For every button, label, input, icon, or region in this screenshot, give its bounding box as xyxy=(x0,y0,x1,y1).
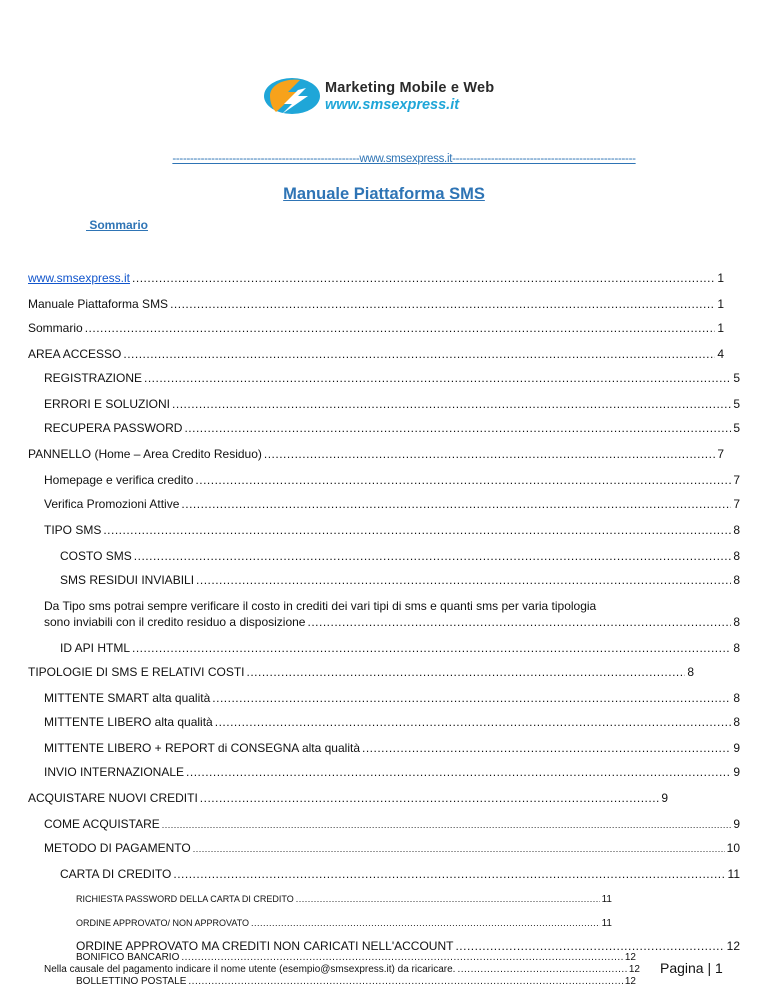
toc-entry-text: BOLLETTINO POSTALE xyxy=(76,976,187,987)
toc-entry-page: 1 xyxy=(717,271,724,285)
toc-entry-text: PANNELLO (Home – Area Credito Residuo) xyxy=(28,447,262,461)
toc-entry-text: AREA ACCESSO xyxy=(28,347,122,361)
toc-entry-page: 5 xyxy=(733,397,740,411)
toc-entry-text: ID API HTML xyxy=(60,641,131,655)
toc-entry-page: 8 xyxy=(733,615,740,629)
toc-entry-richiesta-password[interactable] xyxy=(76,891,612,907)
document-title: Manuale Piattaforma SMS xyxy=(283,185,485,203)
toc-entry-metodo-pagamento[interactable] xyxy=(44,840,740,856)
toc-entry-text: COSTO SMS xyxy=(60,549,132,563)
toc-entry-internazionale[interactable] xyxy=(44,764,740,780)
toc-entry-come-acquistare[interactable] xyxy=(44,816,740,832)
toc-entry-page: 8 xyxy=(687,665,694,679)
toc-entry-page: 11 xyxy=(727,867,740,881)
logo-lightning-icon xyxy=(262,76,322,116)
page-number-footer: Pagina | 1 xyxy=(660,960,723,976)
toc-entry-text: MITTENTE LIBERO alta qualità xyxy=(44,715,213,729)
toc-entry-pannello[interactable] xyxy=(28,446,724,462)
toc-entry-page: 1 xyxy=(717,297,724,311)
toc-entry-tipo-sms-note[interactable] xyxy=(44,598,740,630)
toc-entry-tipo-sms[interactable] xyxy=(44,522,740,538)
toc-entry-website[interactable] xyxy=(28,270,724,286)
toc-entry-page: 5 xyxy=(733,421,740,435)
toc-entry-mittente-libero-report[interactable] xyxy=(44,740,740,756)
toc-entry-page: 7 xyxy=(733,473,740,487)
toc-entry-page: 5 xyxy=(733,371,740,385)
toc-entry-errori[interactable] xyxy=(44,396,740,412)
toc-entry-text: ACQUISTARE NUOVI CREDITI xyxy=(28,791,198,805)
toc-entry-page: 8 xyxy=(733,715,740,729)
toc-entry-page: 9 xyxy=(733,741,740,755)
toc-entry-text: TIPOLOGIE DI SMS E RELATIVI COSTI xyxy=(28,665,245,679)
toc-entry-page: 8 xyxy=(733,549,740,563)
toc-entry-text: METODO DI PAGAMENTO xyxy=(44,841,191,855)
toc-entry-page: 9 xyxy=(733,765,740,779)
toc-entry-page: 4 xyxy=(717,347,724,361)
toc-entry-page: 8 xyxy=(733,691,740,705)
toc-entry-text: Nella causale del pagamento indicare il nome utente (esempio@smsexpress.it) da ricaricare. xyxy=(44,964,456,975)
toc-entry-text: ORDINE APPROVATO/ NON APPROVATO xyxy=(76,918,250,928)
toc-entry-carta-credito[interactable] xyxy=(60,866,740,882)
toc-entry-text: ERRORI E SOLUZIONI xyxy=(44,397,171,411)
toc-entry-page: 8 xyxy=(733,641,740,655)
toc-entry-page: 7 xyxy=(733,497,740,511)
logo-tagline: Marketing Mobile e Web xyxy=(325,80,495,96)
toc-entry-page: 12 xyxy=(624,952,636,963)
toc-entry-mittente-smart[interactable] xyxy=(44,690,740,706)
toc-entry-page: 1 xyxy=(717,321,724,335)
toc-entry-ordine-approvato[interactable] xyxy=(76,915,612,931)
toc-entry-page: 8 xyxy=(733,523,740,537)
toc-heading: Sommario xyxy=(86,218,149,232)
toc-entry-text-line2: sono inviabili con il credito residuo a disposizione xyxy=(44,615,306,629)
toc-entry-page: 12 xyxy=(726,939,740,953)
toc-entry-page: 10 xyxy=(726,841,740,855)
logo-url: www.smsexpress.it xyxy=(325,97,460,113)
toc-entry-text: Manuale Piattaforma SMS xyxy=(28,297,169,311)
toc-entry-page: 12 xyxy=(624,976,636,987)
toc-entry-page: 11 xyxy=(601,918,612,929)
toc-entry-causale[interactable] xyxy=(44,964,640,976)
toc-entry-homepage[interactable] xyxy=(44,472,740,488)
toc-entry-sms-residui[interactable] xyxy=(60,572,740,588)
toc-entry-acquistare[interactable] xyxy=(28,790,668,806)
toc-entry-text: Sommario xyxy=(28,321,83,335)
logo xyxy=(262,76,532,118)
toc-entry-text: Homepage e verifica credito xyxy=(44,473,194,487)
toc-entry-text: COME ACQUISTARE xyxy=(44,817,160,831)
toc-entry-text: BONIFICO BANCARIO xyxy=(76,952,180,963)
toc-entry-text: RICHIESTA PASSWORD DELLA CARTA DI CREDITO xyxy=(76,894,294,904)
toc-entry-costo-sms[interactable] xyxy=(60,548,740,564)
toc-entry-text: REGISTRAZIONE xyxy=(44,371,143,385)
toc-entry-text: CARTA DI CREDITO xyxy=(60,867,172,881)
toc-entry-page: 11 xyxy=(601,894,612,905)
toc-entry-text: RECUPERA PASSWORD xyxy=(44,421,183,435)
toc-entry-recupera-password[interactable] xyxy=(44,420,740,436)
toc-entry-tipologie[interactable] xyxy=(28,664,694,680)
toc-entry-registrazione[interactable] xyxy=(44,370,740,386)
toc-entry-bollettino[interactable] xyxy=(76,976,636,988)
toc-entry-promozioni[interactable] xyxy=(44,496,740,512)
toc-entry-sommario[interactable] xyxy=(28,320,724,336)
toc-entry-mittente-libero[interactable] xyxy=(44,714,740,730)
toc-entry-text: INVIO INTERNAZIONALE xyxy=(44,765,185,779)
toc-entry-id-api[interactable] xyxy=(60,640,740,656)
toc-entry-page: 9 xyxy=(661,791,668,805)
toc-entry-text: Verifica Promozioni Attive xyxy=(44,497,180,511)
toc-entry-bonifico[interactable] xyxy=(76,952,636,964)
toc-entry-text[interactable]: www.smsexpress.it xyxy=(28,271,131,285)
toc-entry-page: 12 xyxy=(628,964,640,975)
toc-entry-manual-title[interactable] xyxy=(28,296,724,312)
toc-entry-text: TIPO SMS xyxy=(44,523,102,537)
toc-entry-text: ORDINE APPROVATO MA CREDITI NON CARICATI NELL'ACCOUNT xyxy=(76,939,454,953)
toc-entry-text: MITTENTE LIBERO + REPORT di CONSEGNA alta qualità xyxy=(44,741,360,755)
toc-entry-page: 8 xyxy=(733,573,740,587)
toc-entry-page: 7 xyxy=(717,447,724,461)
toc-entry-text: MITTENTE SMART alta qualità xyxy=(44,691,211,705)
toc-entry-page: 9 xyxy=(733,817,740,831)
toc-entry-text: SMS RESIDUI INVIABILI xyxy=(60,573,195,587)
toc-entry-area-accesso[interactable] xyxy=(28,346,724,362)
toc-entry-text-line1: Da Tipo sms potrai sempre verificare il costo in crediti dei vari tipi di sms e quanti sms per varia tipologia xyxy=(44,599,597,613)
header-url-rule[interactable]: -----------------------------------------------------www.smsexpress.it---------------------------------------------------- xyxy=(172,153,636,165)
